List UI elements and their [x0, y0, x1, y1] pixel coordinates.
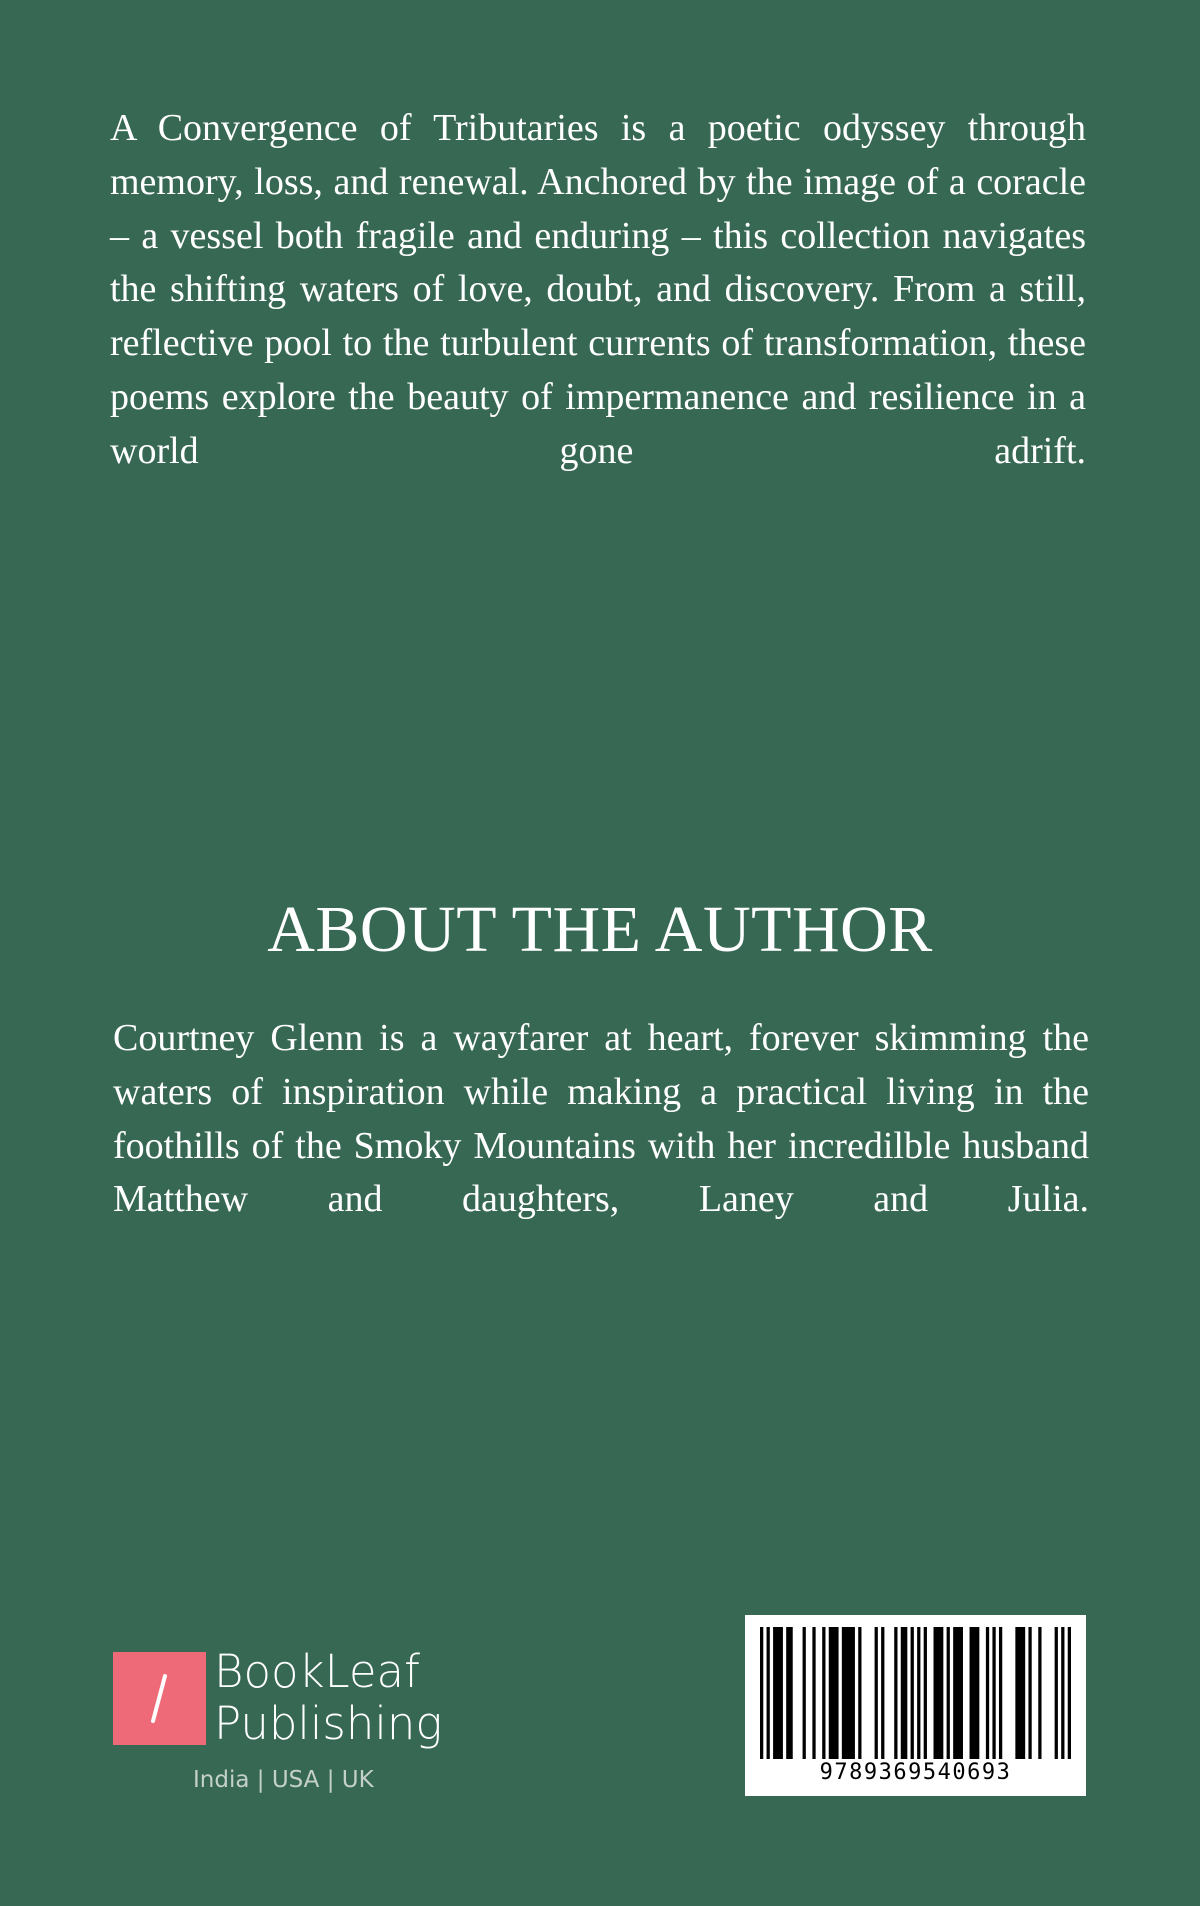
- barcode-bar: [894, 1627, 897, 1759]
- barcode-bar: [760, 1627, 763, 1759]
- barcode-bar: [822, 1627, 825, 1759]
- publisher-regions: India | USA | UK: [193, 1767, 374, 1793]
- barcode-bar: [842, 1627, 855, 1759]
- barcode-bar: [773, 1627, 783, 1759]
- barcode-bar: [917, 1627, 920, 1759]
- barcode-bar: [803, 1627, 806, 1759]
- publisher-logo: [113, 1645, 473, 1802]
- barcode-bar: [812, 1627, 815, 1759]
- barcode-bar: [953, 1627, 963, 1759]
- barcode-bar: [1055, 1627, 1058, 1759]
- barcode-bar: [970, 1627, 980, 1759]
- barcode-bar: [829, 1627, 839, 1759]
- barcode-bar: [881, 1627, 884, 1759]
- barcode-bar: [934, 1627, 944, 1759]
- barcode-bar: [875, 1627, 878, 1759]
- barcode-bar: [1028, 1627, 1031, 1759]
- barcode-bar: [1015, 1627, 1025, 1759]
- isbn-barcode: [745, 1615, 1086, 1796]
- barcode-bar: [1068, 1627, 1071, 1759]
- publisher-name-line1: BookLeaf: [214, 1645, 420, 1698]
- barcode-bar: [999, 1627, 1002, 1759]
- book-blurb: A Convergence of Tributaries is a poetic odyssey through memory, loss, and renewal. Anchored by the image of a coracle – a vessel both fragile and enduring – this collection navigates the shifting waters of love, doubt, and discovery. From a still, reflective pool to the turbulent currents of transformation, these poems explore the beauty of impermanence and resilience in a world gone adrift.: [110, 107, 1086, 472]
- barcode-bar: [911, 1627, 914, 1759]
- isbn-number: 9789369540693: [819, 1760, 1012, 1785]
- barcode-bar: [986, 1627, 989, 1759]
- barcode-bar: [901, 1627, 908, 1759]
- barcode-bar: [858, 1627, 861, 1759]
- barcode-bar: [992, 1627, 995, 1759]
- barcode-bar: [767, 1627, 770, 1759]
- author-bio: Courtney Glenn is a wayfarer at heart, forever skimming the waters of inspiration while making a practical living in the foothills of the Smoky Mountains with her incredilble husband Matthew and daughters, Laney and Julia.: [113, 1017, 1089, 1221]
- barcode-bar: [786, 1627, 793, 1759]
- barcode-bar: [1038, 1627, 1041, 1759]
- publisher-name: [214, 1646, 442, 1750]
- publisher-name-line2: Publishing: [214, 1697, 443, 1750]
- barcode-bar: [1061, 1627, 1064, 1759]
- barcode-bar: [924, 1627, 927, 1759]
- about-author-heading: ABOUT THE AUTHOR: [267, 893, 933, 966]
- barcode-bar: [947, 1627, 950, 1759]
- slash-icon: [113, 1652, 206, 1745]
- barcode-bars: [760, 1627, 1071, 1759]
